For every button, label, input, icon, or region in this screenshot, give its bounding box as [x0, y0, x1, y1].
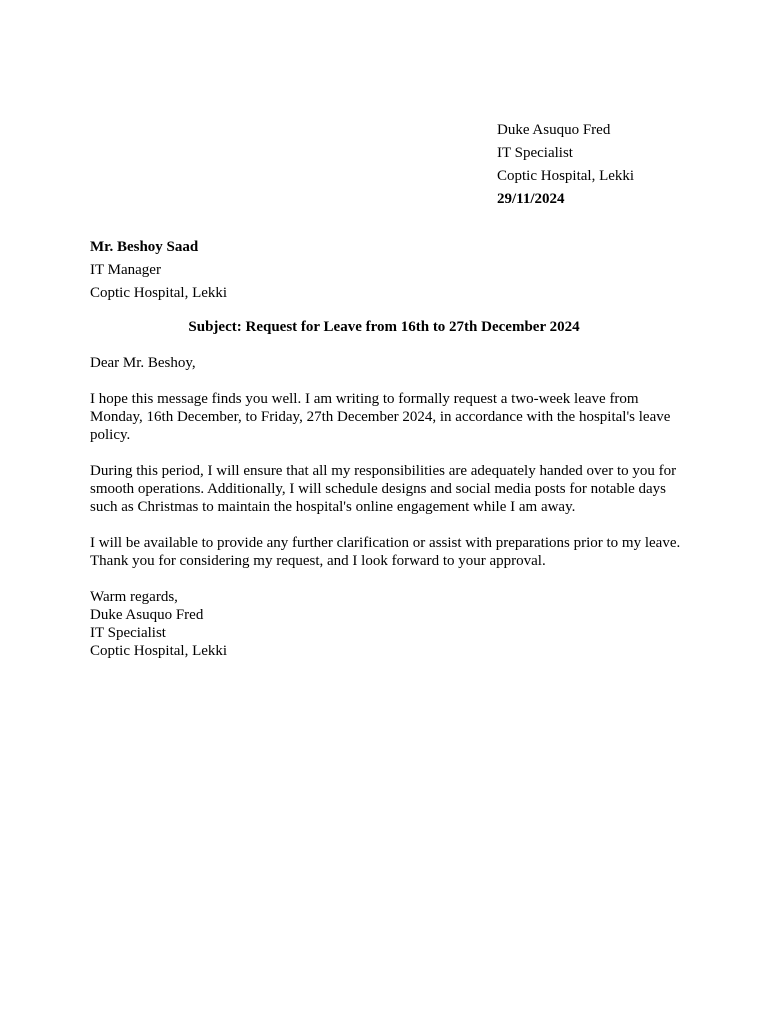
body-paragraph-2: During this period, I will ensure that all my responsibilities are adequately handed over to you for smooth operations. Additionally, I will schedule designs and social media posts for notable days such as Christmas to maintain the hospital's online engagement while I am away.: [90, 463, 677, 515]
sender-title: IT Specialist: [497, 145, 573, 161]
recipient-name: Mr. Beshoy Saad: [90, 239, 199, 255]
subject-line: Subject: Request for Leave from 16th to 27th December 2024: [188, 319, 580, 335]
body-paragraph-1: I hope this message finds you well. I am writing to formally request a two-week leave from Monday, 16th December, to Friday, 27th December 2024, in accordance with the hospital's leave policy.: [90, 391, 671, 443]
recipient-organization: Coptic Hospital, Lekki: [90, 285, 228, 301]
valediction: Warm regards,: [90, 589, 178, 605]
recipient-title: IT Manager: [90, 262, 161, 278]
body-paragraph-3: I will be available to provide any further clarification or assist with preparations prior to my leave. Thank you for considering my request, and I look forward to your approval.: [90, 535, 681, 569]
letter-body: [90, 354, 682, 660]
sender-organization: Coptic Hospital, Lekki: [497, 168, 635, 184]
sender-address-block: [497, 120, 737, 212]
salutation: Dear Mr. Beshoy,: [90, 355, 196, 371]
letter-date: 29/11/2024: [497, 191, 565, 207]
recipient-address-block: [90, 237, 490, 306]
sender-name: Duke Asuquo Fred: [497, 122, 611, 138]
closing-organization: Coptic Hospital, Lekki: [90, 643, 228, 659]
closing-block: [90, 588, 682, 660]
closing-name: Duke Asuquo Fred: [90, 607, 204, 623]
closing-title: IT Specialist: [90, 625, 166, 641]
